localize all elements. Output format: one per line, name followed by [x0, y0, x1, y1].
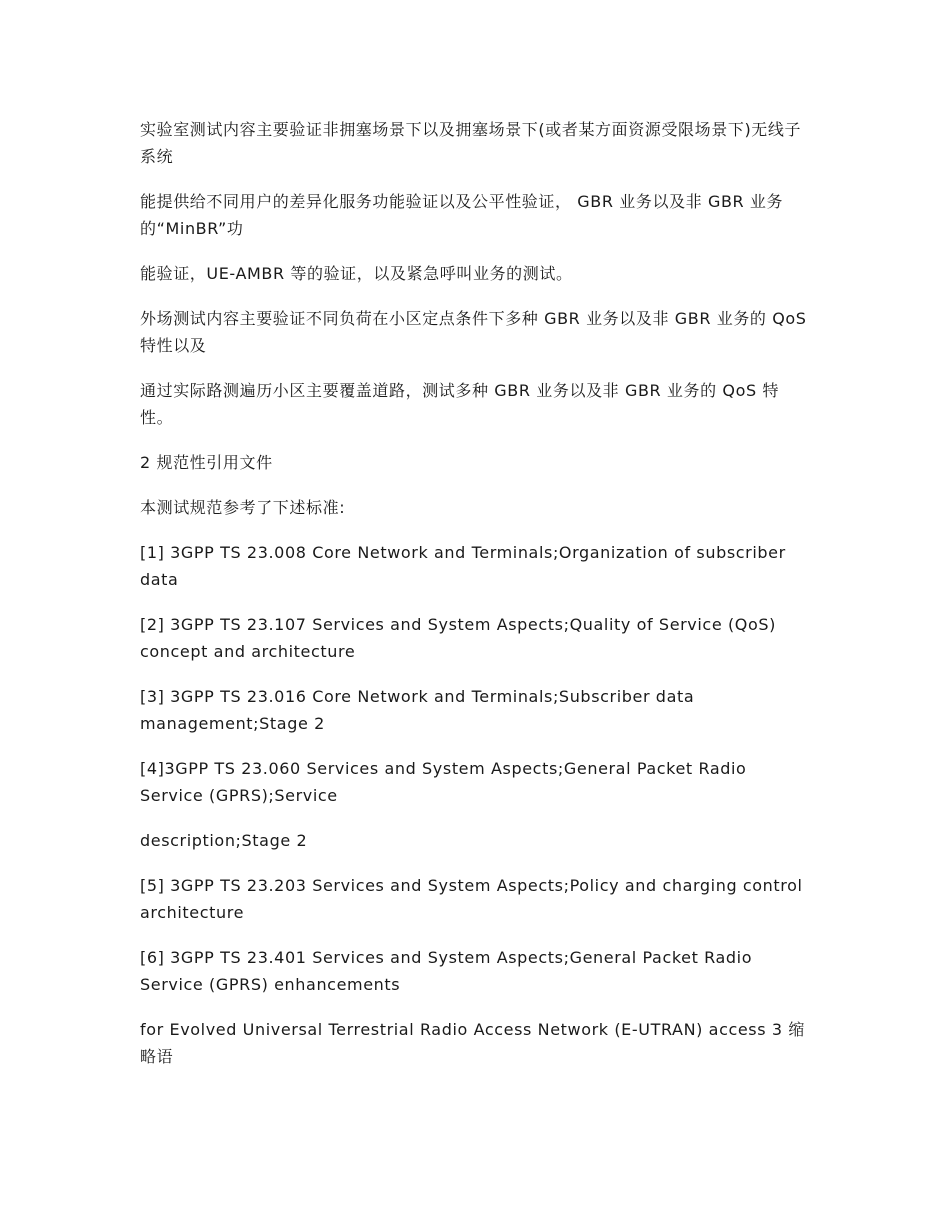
paragraph-references-intro: 本测试规范参考了下述标准:: [140, 498, 346, 517]
reference-item-6-continued: for Evolved Universal Terrestrial Radio Access Network (E-UTRAN) access 3 缩略语: [140, 1020, 805, 1066]
paragraph-differentiated-service: 能提供给不同用户的差异化服务功能验证以及公平性验证， GBR 业务以及非 GBR 业务的“MinBR”功: [140, 192, 784, 238]
document-body: [140, 116, 810, 1088]
reference-item-4-continued: description;Stage 2: [140, 831, 308, 850]
paragraph-lab-test-intro: 实验室测试内容主要验证非拥塞场景下以及拥塞场景下(或者某方面资源受限场景下)无线子系统: [140, 120, 802, 166]
reference-item-4: [4]3GPP TS 23.060 Services and System Aspects;General Packet Radio Service (GPRS);Service: [140, 759, 747, 805]
paragraph-drive-test: 通过实际路测遍历小区主要覆盖道路，测试多种 GBR 业务以及非 GBR 业务的 QoS 特性。: [140, 381, 780, 427]
reference-item-3: [3] 3GPP TS 23.016 Core Network and Terminals;Subscriber data management;Stage 2: [140, 687, 695, 733]
reference-item-1: [1] 3GPP TS 23.008 Core Network and Terminals;Organization of subscriber data: [140, 543, 786, 589]
paragraph-ue-ambr: 能验证，UE-AMBR 等的验证，以及紧急呼叫业务的测试。: [140, 264, 573, 283]
paragraph-field-test-intro: 外场测试内容主要验证不同负荷在小区定点条件下多种 GBR 业务以及非 GBR 业务的 QoS 特性以及: [140, 309, 807, 355]
reference-item-6: [6] 3GPP TS 23.401 Services and System Aspects;General Packet Radio Service (GPRS) enhancements: [140, 948, 753, 994]
reference-item-2: [2] 3GPP TS 23.107 Services and System Aspects;Quality of Service (QoS) concept and architecture: [140, 615, 776, 661]
section-heading-normative-references: 2 规范性引用文件: [140, 453, 273, 472]
reference-item-5: [5] 3GPP TS 23.203 Services and System Aspects;Policy and charging control architecture: [140, 876, 803, 922]
